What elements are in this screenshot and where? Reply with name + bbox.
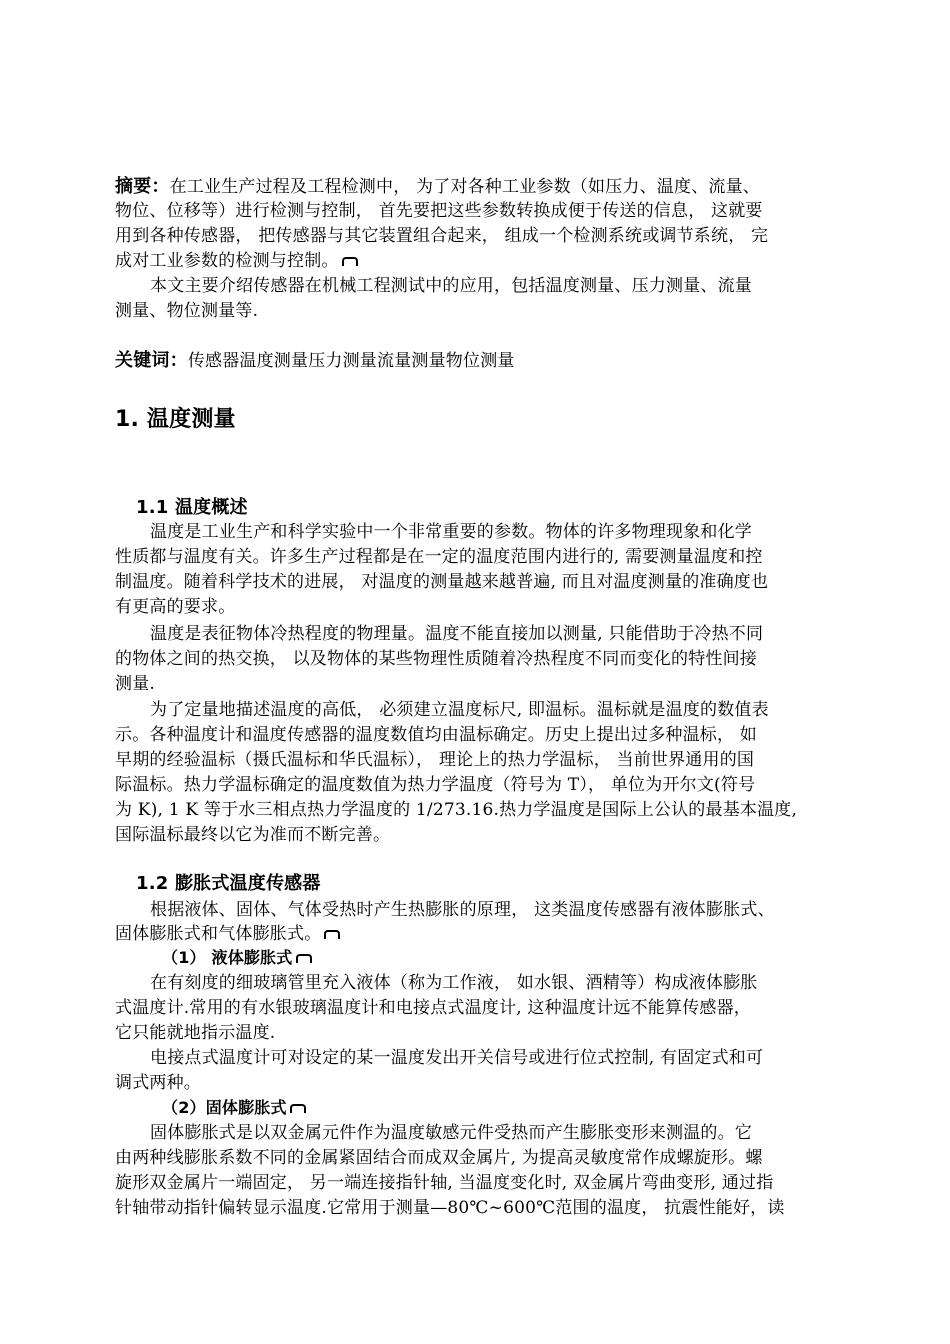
paragraph-line: 电接点式温度计可对设定的某一温度发出开关信号或进行位式控制, 有固定式和可 bbox=[150, 1048, 764, 1068]
paragraph-line: 由两种线膨胀系数不同的金属紧固结合而成双金属片, 为提高灵敏度常作成螺旋形。螺 bbox=[115, 1148, 763, 1168]
abstract-para2-line-1: 本文主要介绍传感器在机械工程测试中的应用，包括温度测量、压力测量、流量 bbox=[150, 276, 752, 296]
abstract-para2-line-2: 测量、物位测量等. bbox=[115, 301, 259, 321]
paragraph-line: 旋形双金属片一端固定， 另一端连接指针轴, 当温度变化时, 双金属片弯曲变形, 通过指 bbox=[115, 1173, 774, 1193]
section-heading: 1. 温度测量 bbox=[115, 407, 236, 432]
footnote-mark-icon bbox=[290, 1104, 306, 1113]
paragraph-line: 调式两种。 bbox=[115, 1073, 201, 1093]
paragraph-line: 在有刻度的细玻璃管里充入液体（称为工作液， 如水银、酒精等）构成液体膨胀 bbox=[150, 973, 758, 993]
paragraph-text: 固体膨胀式和气体膨胀式。 bbox=[115, 924, 322, 944]
paragraph-line: 示。各种温度计和温度传感器的温度数值均由温标确定。历史上提出过多种温标， 如 bbox=[115, 725, 758, 745]
paragraph-line: 性质都与温度有关。许多生产过程都是在一定的温度范围内进行的, 需要测量温度和控 bbox=[115, 547, 763, 567]
subsection-heading: 1.1 温度概述 bbox=[136, 497, 248, 518]
paragraph-line: 它只能就地指示温度. bbox=[115, 1023, 276, 1043]
abstract-line-2: 物位、位移等）进行检测与控制， 首先要把这些参数转换成便于传送的信息， 这就要 bbox=[115, 201, 763, 221]
keywords-label: 关键词： bbox=[115, 350, 188, 371]
item-heading-text: （2）固体膨胀式 bbox=[162, 1098, 287, 1117]
paragraph-line: 测量. bbox=[115, 674, 156, 694]
keywords-line bbox=[115, 349, 515, 373]
paragraph-line: 式温度计.常用的有水银玻璃温度计和电接点式温度计, 这种温度计远不能算传感器， bbox=[115, 998, 752, 1018]
keywords-text: 传感器温度测量压力测量流量测量物位测量 bbox=[187, 351, 515, 371]
abstract-text: 在工业生产过程及工程检测中， 为了对各种工业参数（如压力、温度、流量、 bbox=[169, 177, 761, 197]
paragraph-line: 根据液体、固体、气体受热时产生热膨胀的原理， 这类温度传感器有液体膨胀式、 bbox=[150, 900, 775, 920]
abstract-line-3: 用到各种传感器， 把传感器与其它装置组合起来， 组成一个检测系统或调节系统， 完 bbox=[115, 226, 769, 246]
abstract-text: 成对工业参数的检测与控制。 bbox=[115, 251, 339, 271]
paragraph-line: 为了定量地描述温度的高低， 必须建立温度标尺, 即温标。温标就是温度的数值表 bbox=[150, 700, 769, 720]
paragraph-line: 针轴带动指针偏转显示温度.它常用于测量—80℃~600℃范围的温度， 抗震性能好，读 bbox=[115, 1198, 785, 1218]
paragraph-line: 制温度。随着科学技术的进展， 对温度的测量越来越普遍, 而且对温度测量的准确度也 bbox=[115, 572, 769, 592]
paragraph-line: 温度是工业生产和科学实验中一个非常重要的参数。物体的许多物理现象和化学 bbox=[150, 522, 752, 542]
abstract-label: 摘要： bbox=[115, 176, 170, 197]
abstract-line-1 bbox=[115, 175, 760, 199]
paragraph-line: 国际温标最终以它为准而不断完善。 bbox=[115, 825, 391, 845]
paragraph-line: 固体膨胀式是以双金属元件作为温度敏感元件受热而产生膨胀变形来测温的。它 bbox=[150, 1123, 752, 1143]
paragraph-line bbox=[115, 922, 340, 946]
paragraph-line: 的物体之间的热交换， 以及物体的某些物理性质随着冷热程度不同而变化的特性间接 bbox=[115, 649, 758, 669]
paragraph-line: 际温标。热力学温标确定的温度数值为热力学温度（符号为 T）， 单位为开尔文(符号 bbox=[115, 775, 756, 795]
item-heading-text: （1） 液体膨胀式 bbox=[162, 948, 293, 967]
paragraph-line: 有更高的要求。 bbox=[115, 597, 236, 617]
subsection-heading: 1.2 膨胀式温度传感器 bbox=[136, 873, 321, 894]
item-heading bbox=[162, 946, 312, 970]
paragraph-line: 早期的经验温标（摄氏温标和华氏温标）， 理论上的热力学温标， 当前世界通用的国 bbox=[115, 750, 755, 770]
footnote-mark-icon bbox=[324, 930, 340, 939]
item-heading bbox=[162, 1096, 306, 1120]
footnote-mark-icon bbox=[342, 257, 358, 266]
paragraph-line: 为 K), 1 K 等于水三相点热力学温度的 1/273.16.热力学温度是国际上公认的最基本温度, bbox=[115, 800, 798, 820]
abstract-line-4 bbox=[115, 249, 358, 273]
footnote-mark-icon bbox=[296, 954, 312, 963]
paragraph-line: 温度是表征物体冷热程度的物理量。温度不能直接加以测量, 只能借助于冷热不同 bbox=[150, 624, 764, 644]
